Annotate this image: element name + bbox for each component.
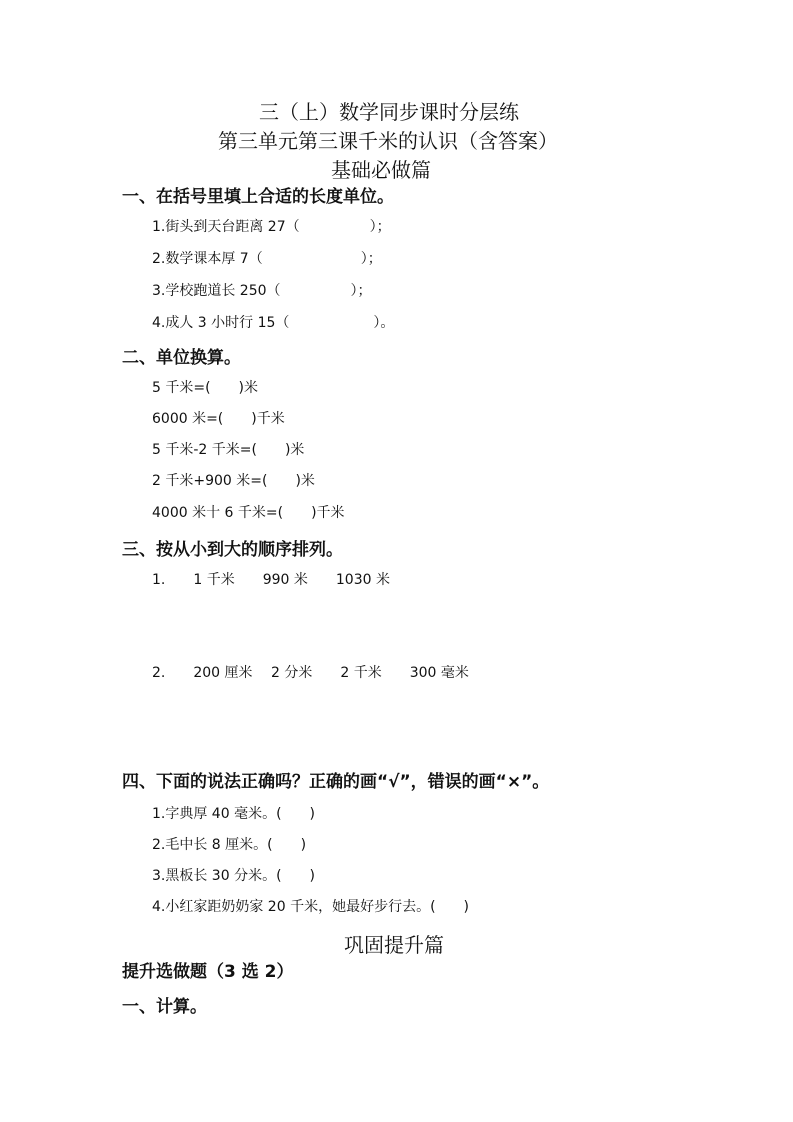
doc-title: 三（上）数学同步课时分层练 xyxy=(259,100,519,124)
level-heading-basic: 基础必做篇 xyxy=(331,158,431,182)
section3-title: 三、按从小到大的顺序排列。 xyxy=(122,540,343,560)
list-item: 3.学校跑道长 250（ ）； xyxy=(152,283,372,299)
doc-subtitle: 第三单元第三课千米的认识（含答案） xyxy=(218,129,558,153)
section4-title: 四、下面的说法正确吗？正确的画“√”，错误的画“×”。 xyxy=(122,772,550,792)
optional-subtitle: 提升选做题（3 选 2） xyxy=(122,962,294,982)
section2-title: 二、单位换算。 xyxy=(122,348,241,368)
list-item: 4000 米十 6 千米=( )千米 xyxy=(152,505,345,521)
list-item: 5 千米-2 千米=( )米 xyxy=(152,442,305,458)
list-item: 3.黑板长 30 分米。( ) xyxy=(152,868,315,884)
part2-section1-title: 一、计算。 xyxy=(122,997,207,1017)
list-item: 2.数学课本厚 7（ ）； xyxy=(152,251,382,267)
level-heading-advanced: 巩固提升篇 xyxy=(344,933,444,957)
list-item: 6000 米=( )千米 xyxy=(152,411,285,427)
list-item: 1.字典厚 40 毫米。( ) xyxy=(152,806,315,822)
list-item: 2.毛中长 8 厘米。( ) xyxy=(152,837,307,853)
list-item: 1.街头到天台距离 27（ ）； xyxy=(152,219,391,235)
list-item: 4.成人 3 小时行 15（ ）。 xyxy=(152,315,395,331)
list-item: 1. 1 千米 990 米 1030 米 xyxy=(152,572,390,588)
list-item: 4.小红家距奶奶家 20 千米，她最好步行去。( ) xyxy=(152,899,469,915)
list-item: 5 千米=( )米 xyxy=(152,380,259,396)
list-item: 2. 200 厘米 2 分米 2 千米 300 毫米 xyxy=(152,665,469,681)
list-item: 2 千米+900 米=( )米 xyxy=(152,473,315,489)
section1-title: 一、在括号里填上合适的长度单位。 xyxy=(122,187,394,207)
